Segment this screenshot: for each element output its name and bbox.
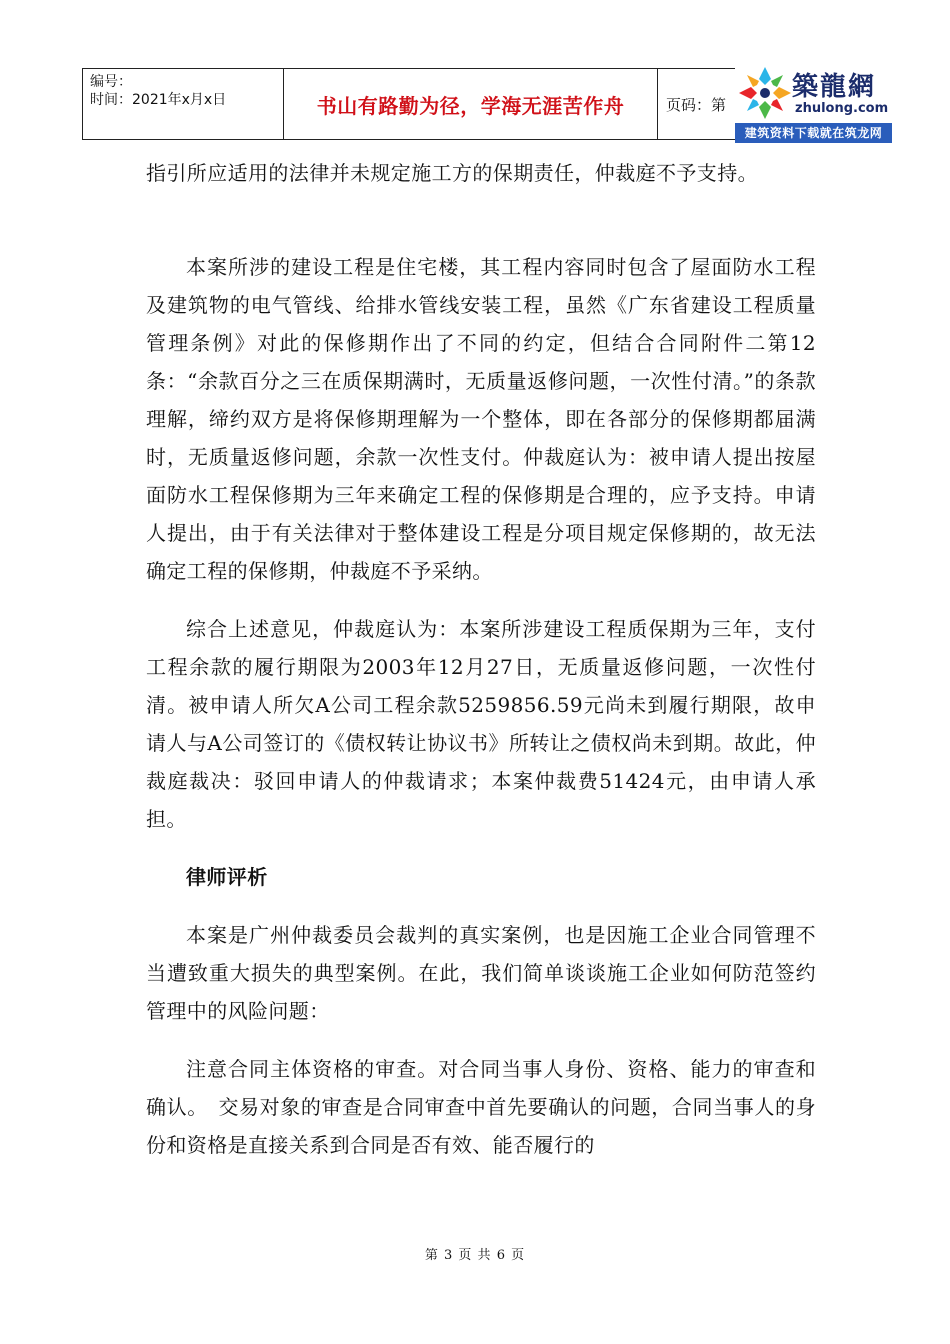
snowflake-logo-icon bbox=[738, 65, 792, 121]
paragraph-gap bbox=[146, 896, 816, 916]
page-footer bbox=[0, 1244, 950, 1263]
logo-tagline: 建筑资料下载就在筑龙网 bbox=[735, 123, 892, 143]
section-heading-lawyer-review: 律师评析 bbox=[186, 865, 268, 889]
paragraph-subject-review: 注意合同主体资格的审查。对合同当事人身份、资格、能力的审查和确认。 交易对象的审查是合同审查中首先要确认的问题，合同当事人的身份和资格是直接关系到合同是否有效、能否履行的 bbox=[146, 1057, 816, 1157]
logo-url: zhulong.com bbox=[795, 101, 889, 116]
paragraph-gap bbox=[146, 838, 816, 858]
paragraph-gap bbox=[146, 192, 816, 248]
header-motto: 书山有路勤为径，学海无涯苦作舟 bbox=[316, 93, 625, 118]
paragraph-ruling: 综合上述意见，仲裁庭认为：本案所涉建设工程质保期为三年，支付工程余款的履行期限为2003年12月27日，无质量返修问题，一次性付清。被申请人所欠A公司工程余款5259856.59元尚未到履行期限，故申请人与A公司签订的《债权转让协议书》所转让之债权尚未到期。故此，仲裁庭裁决：驳回申请人的仲裁请求；本案仲裁费51424元，由申请人承担。 bbox=[146, 617, 816, 831]
document-date-label: 时间：2021年x月x日 bbox=[90, 92, 227, 108]
document-body bbox=[146, 154, 816, 1164]
page-number: 第 3 页 共 6 页 bbox=[424, 1248, 526, 1263]
header-motto-cell bbox=[284, 69, 658, 139]
paragraph-warranty-analysis: 本案所涉的建设工程是住宅楼，其工程内容同时包含了屋面防水工程及建筑物的电气管线、给排水管线安装工程，虽然《广东省建设工程质量管理条例》对此的保修期作出了不同的约定，但结合合同附件二第12条：“余款百分之三在质保期满时，无质量返修问题，一次性付清。”的条款理解，缔约双方是将保修期理解为一个整体，即在各部分的保修期都届满时，无质量返修问题，余款一次性支付。仲裁庭认为：被申请人提出按屋面防水工程保修期为三年来确定工程的保修期是合理的，应予支持。申请人提出，由于有关法律对于整体建设工程是分项目规定保修期的，故无法确定工程的保修期，仲裁庭不予采纳。 bbox=[146, 255, 816, 583]
paragraph-gap bbox=[146, 1030, 816, 1050]
paragraph-continuation: 指引所应适用的法律并未规定施工方的保期责任，仲裁庭不予支持。 bbox=[146, 161, 758, 185]
zhulong-logo bbox=[735, 63, 892, 143]
header-page-label: 页码：第 bbox=[666, 95, 727, 114]
document-number-label: 编号： bbox=[90, 74, 132, 90]
logo-brand-name: 築龍網 bbox=[792, 72, 877, 102]
paragraph-case-intro: 本案是广州仲裁委员会裁判的真实案例，也是因施工企业合同管理不当遭致重大损失的典型案例。在此，我们简单谈谈施工企业如何防范签约管理中的风险问题： bbox=[146, 923, 816, 1023]
paragraph-gap bbox=[146, 590, 816, 610]
header-meta-cell bbox=[83, 69, 284, 139]
